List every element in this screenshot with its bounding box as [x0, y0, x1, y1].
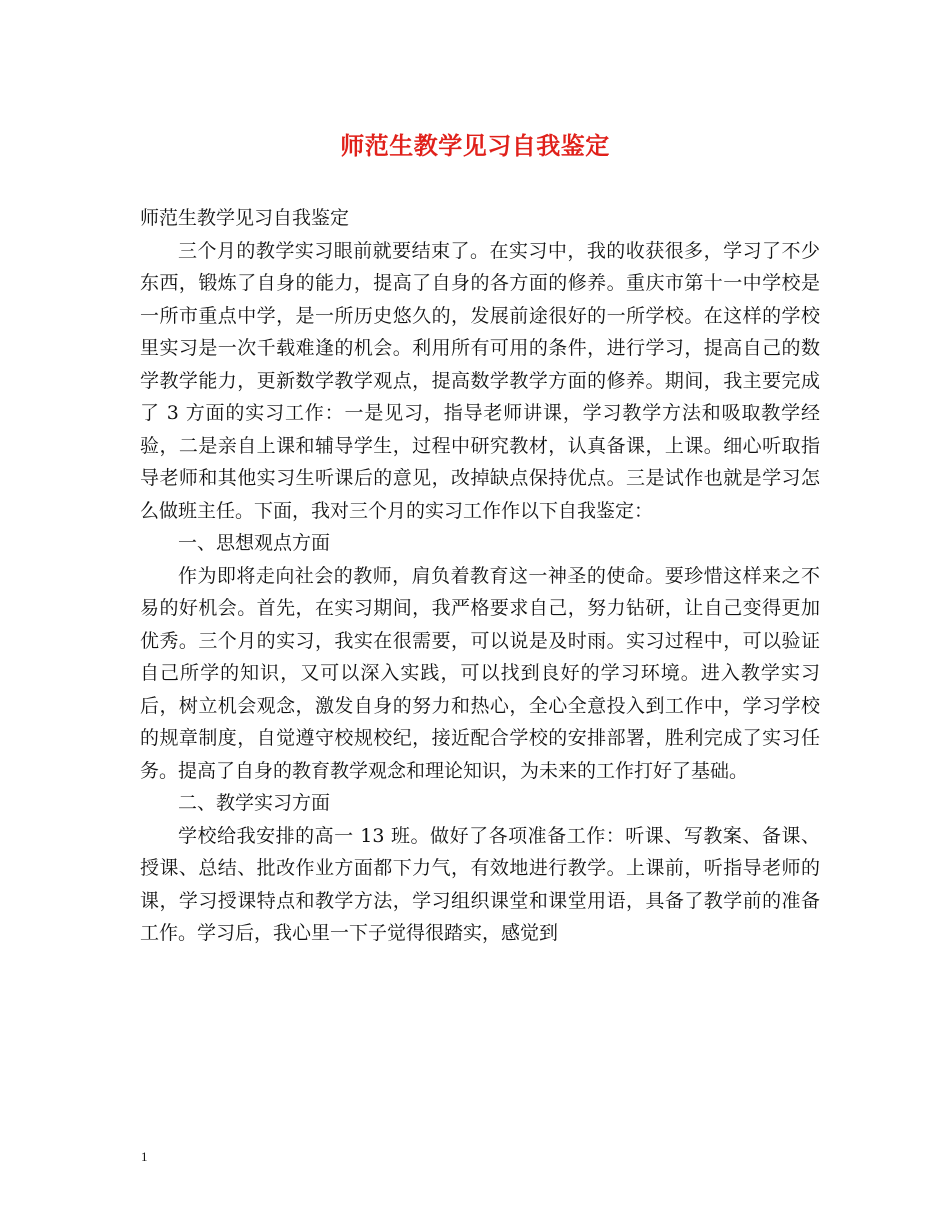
paragraph-teaching: 学校给我安排的高一 13 班。做好了各项准备工作：听课、写教案、备课、授课、总结、批改作业方面都下力气，有效地进行教学。上课前，听指导老师的课，学习授课特点和教学方法，学习组织课堂和课堂用语，具备了教学前的准备工作。学习后，我心里一下子觉得很踏实，感觉到	[140, 824, 820, 944]
page-number: 1	[141, 1149, 148, 1164]
document-title: 师范生教学见习自我鉴定	[340, 131, 610, 160]
section-heading-ideology: 一、思想观点方面	[178, 532, 331, 554]
paragraph-intro: 三个月的教学实习眼前就要结束了。在实习中，我的收获很多，学习了不少东西，锻炼了自身的能力，提高了自身的各方面的修养。重庆市第十一中学校是一所市重点中学，是一所历史悠久的，发展前途很好的一所学校。在这样的学校里实习是一次千载难逢的机会。利用所有可用的条件，进行学习，提高自己的数学教学能力，更新数学教学观点，提高数学教学方面的修养。期间，我主要完成了 3 方面的实习工作：一是见习，指导老师讲课，学习教学方法和吸取教学经验，二是亲自上课和辅导学生，过程中研究教材，认真备课，上课。细心听取指导老师和其他实习生听课后的意见，改掉缺点保持优点。三是试作也就是学习怎么做班主任。下面，我对三个月的实习工作作以下自我鉴定：	[140, 239, 820, 522]
document-body	[140, 202, 820, 950]
section-heading-teaching: 二、教学实习方面	[178, 792, 331, 814]
paragraph-ideology: 作为即将走向社会的教师，肩负着教育这一神圣的使命。要珍惜这样来之不易的好机会。首先，在实习期间，我严格要求自己，努力钻研，让自己变得更加优秀。三个月的实习，我实在很需要，可以说是及时雨。实习过程中，可以验证自己所学的知识，又可以深入实践，可以找到良好的学习环境。进入教学实习后，树立机会观念，激发自身的努力和热心，全心全意投入到工作中，学习学校的规章制度，自觉遵守校规校纪，接近配合学校的安排部署，胜利完成了实习任务。提高了自身的教育教学观念和理论知识，为未来的工作打好了基础。	[140, 564, 820, 782]
document-subtitle: 师范生教学见习自我鉴定	[140, 207, 350, 229]
